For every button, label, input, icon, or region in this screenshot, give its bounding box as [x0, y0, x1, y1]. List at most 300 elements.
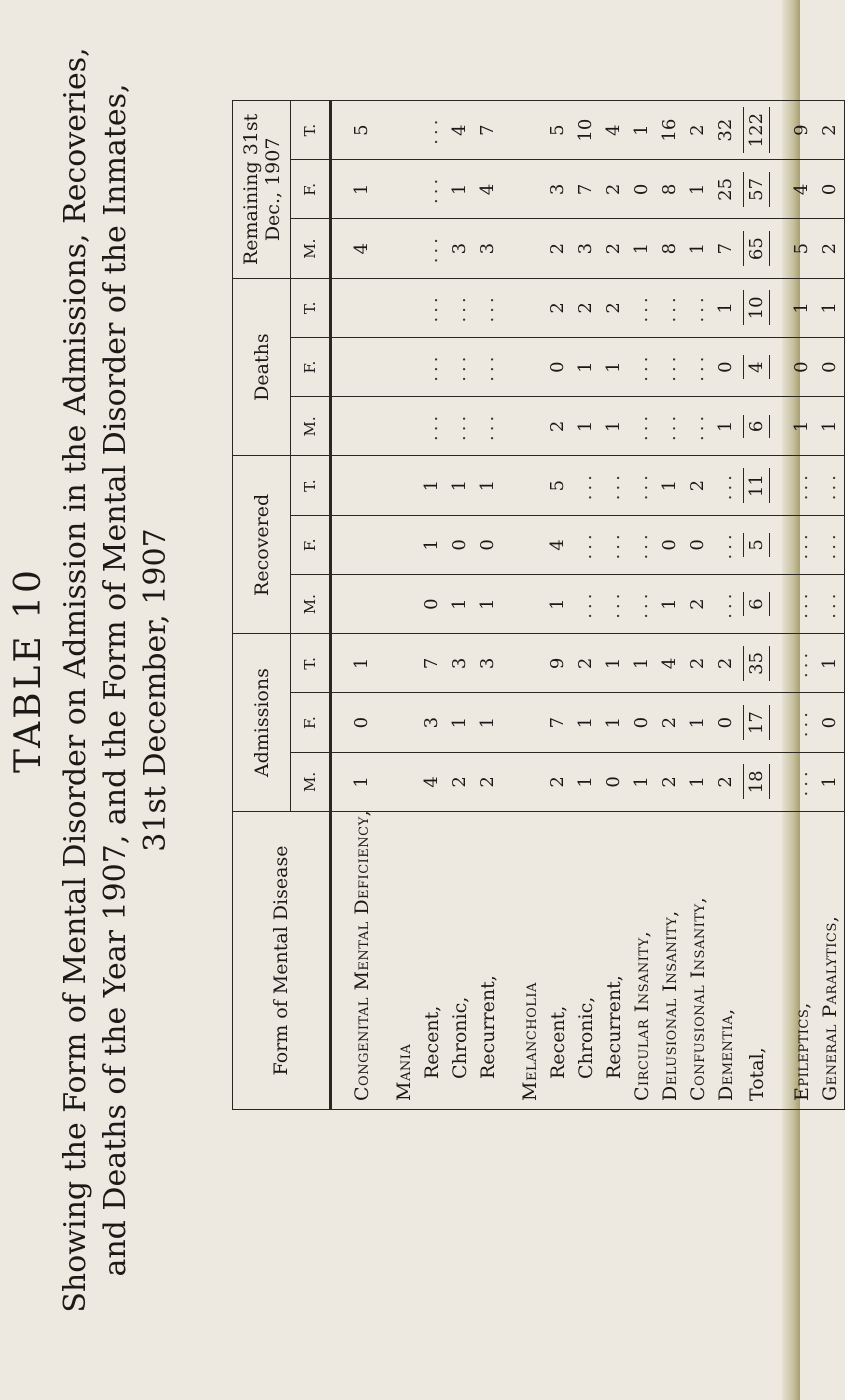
cell-value: 7: [547, 716, 568, 729]
cell-value: 1: [421, 479, 442, 492]
table-cell: [628, 160, 656, 218]
cell-value: 1: [421, 539, 442, 551]
cell-value: ...: [715, 471, 736, 501]
table-cell: [712, 457, 740, 515]
cell-value: ...: [631, 589, 652, 619]
disease-label: Chronic,: [449, 996, 471, 1079]
recovered-f-subheader: F.: [291, 515, 331, 574]
cell-value: 0: [715, 716, 736, 729]
cell-value: 0: [477, 539, 498, 551]
cell-value: 8: [659, 183, 680, 196]
table-cell: [656, 397, 684, 455]
cell-value: 1: [351, 183, 372, 196]
table-cell: [788, 397, 816, 455]
cell-value: 4: [791, 183, 812, 196]
table-cell: [816, 101, 844, 159]
cell-value: ...: [449, 352, 470, 382]
cell-value: 2: [687, 657, 708, 670]
cell-value: ...: [687, 293, 708, 323]
table-cell: [600, 279, 628, 337]
table-cell: [474, 694, 502, 752]
cell-value: 1: [603, 657, 624, 670]
disease-row-label: [628, 812, 656, 1101]
table-cell: [446, 634, 474, 692]
cell-value: 0: [819, 716, 840, 729]
disease-row-label: [684, 812, 712, 1101]
cell-value: 1: [687, 716, 708, 729]
table-cell: [516, 457, 544, 515]
table-cell: [628, 575, 656, 633]
disease-row-label: [656, 812, 684, 1101]
cell-value: 7: [715, 242, 736, 255]
cell-value: ...: [449, 411, 470, 441]
row-spacer: [502, 575, 516, 633]
cell-value: 0: [547, 361, 568, 373]
table-cell: [446, 753, 474, 811]
disease-row-label: [544, 812, 572, 1101]
table-cell: [788, 457, 816, 515]
deaths-header: Deaths: [233, 278, 291, 456]
table-cell: [572, 634, 600, 692]
disease-label: Congenital Mental Deficiency,: [351, 809, 373, 1101]
disease-label: Mania: [393, 1043, 415, 1101]
table-cell: [788, 160, 816, 218]
cell-value: 1: [477, 479, 498, 492]
cell-value: ...: [659, 293, 680, 323]
row-spacer: [376, 457, 390, 515]
cell-value: 2: [687, 598, 708, 610]
table-cell: [390, 575, 418, 633]
cell-value: 1: [819, 302, 840, 314]
disease-label: Recent,: [547, 1005, 569, 1079]
table-cell: [446, 220, 474, 278]
table-cell: [600, 160, 628, 218]
cell-value: 1: [631, 657, 652, 670]
cell-value: 1: [819, 420, 840, 433]
table-cell: [390, 397, 418, 455]
table-cell: [390, 160, 418, 218]
recovered-m-subheader: M.: [291, 575, 331, 634]
table-cell: [516, 160, 544, 218]
row-spacer: [502, 694, 516, 752]
table-cell: [684, 338, 712, 396]
cell-value: 17: [743, 705, 770, 740]
cell-value: 1: [575, 716, 596, 729]
table-cell: [684, 753, 712, 811]
cell-value: 6: [743, 592, 770, 615]
remaining-f-subheader: F.: [291, 160, 331, 219]
table-cell: [516, 220, 544, 278]
table-cell: [788, 338, 816, 396]
disease-label: General Paralytics,: [819, 915, 841, 1101]
row-spacer: [774, 338, 788, 396]
cell-value: 1: [575, 361, 596, 373]
cell-value: 0: [449, 539, 470, 551]
row-spacer: [774, 575, 788, 633]
remaining-f-column: [331, 160, 845, 219]
disease-row-label: [572, 812, 600, 1101]
recovered-t-subheader: T.: [291, 456, 331, 515]
disease-label: Confusional Insanity,: [687, 896, 709, 1101]
deaths-f-column: [331, 338, 845, 397]
cell-value: 4: [477, 183, 498, 196]
cell-value: 2: [547, 420, 568, 433]
cell-value: 57: [743, 172, 770, 207]
cell-value: 3: [449, 242, 470, 255]
table-cell: [446, 101, 474, 159]
cell-value: 2: [659, 776, 680, 788]
admissions-f-subheader: F.: [291, 693, 331, 752]
table-cell: [600, 634, 628, 692]
table-cell: [684, 575, 712, 633]
table-cell: [474, 338, 502, 396]
table-cell: [348, 694, 376, 752]
table-cell: [600, 101, 628, 159]
table-cell: [684, 634, 712, 692]
table-cell: [516, 101, 544, 159]
table-cell: [446, 338, 474, 396]
table-cell: [628, 338, 656, 396]
cell-value: 2: [819, 242, 840, 255]
cell-value: ...: [791, 589, 812, 619]
table-cell: [684, 457, 712, 515]
table-cell: [474, 397, 502, 455]
cell-value: 1: [687, 776, 708, 788]
table-cell: [418, 694, 446, 752]
table-cell: [348, 397, 376, 455]
row-spacer: [774, 753, 788, 811]
cell-value: ...: [631, 411, 652, 441]
table-title: TABLE 10: [8, 567, 49, 773]
table-cell: [712, 279, 740, 337]
table-cell: [418, 516, 446, 574]
cell-value: ...: [421, 115, 442, 145]
cell-value: 1: [547, 598, 568, 610]
table-cell: [474, 634, 502, 692]
recovered-t-column: [331, 456, 845, 515]
cell-value: 3: [449, 657, 470, 670]
disease-row-label: [446, 812, 474, 1101]
disease-row-label: [712, 812, 740, 1101]
disease-row-label: [390, 812, 418, 1101]
cell-value: ...: [603, 589, 624, 619]
table-cell: [788, 101, 816, 159]
table-cell: [712, 575, 740, 633]
table-cell: [600, 220, 628, 278]
table-cell: [544, 694, 572, 752]
table-cell: [656, 694, 684, 752]
table-cell: [600, 397, 628, 455]
row-spacer: [774, 634, 788, 692]
table-cell: [684, 279, 712, 337]
table-cell: [516, 279, 544, 337]
table-cell: [516, 397, 544, 455]
table-cell: [712, 516, 740, 574]
admissions-t-column: [331, 634, 845, 693]
table-cell: [740, 220, 774, 278]
cell-value: ...: [421, 293, 442, 323]
table-cell: [628, 694, 656, 752]
table-cell: [390, 220, 418, 278]
table-cell: [474, 753, 502, 811]
cell-value: ...: [421, 174, 442, 204]
cell-value: 25: [715, 177, 736, 201]
recovered-f-column: [331, 515, 845, 574]
cell-value: ...: [791, 471, 812, 501]
table-cell: [572, 516, 600, 574]
table-cell: [418, 753, 446, 811]
cell-value: 7: [421, 657, 442, 670]
table-cell: [656, 338, 684, 396]
table-cell: [712, 694, 740, 752]
table-cell: [712, 220, 740, 278]
admissions-f-column: [331, 693, 845, 752]
table-cell: [348, 101, 376, 159]
disease-label: Recurrent,: [477, 975, 499, 1079]
table-cell: [474, 457, 502, 515]
deaths-m-column: [331, 397, 845, 456]
table-subtitle-line-3: 31st December, 1907: [138, 528, 173, 852]
table-cell: [628, 457, 656, 515]
cell-value: 1: [715, 302, 736, 314]
table-cell: [740, 634, 774, 692]
table-cell: [788, 753, 816, 811]
deaths-t-column: [331, 278, 845, 337]
cell-value: 1: [659, 598, 680, 610]
table-cell: [816, 634, 844, 692]
cell-value: 0: [659, 539, 680, 551]
cell-value: ...: [477, 411, 498, 441]
table-cell: [816, 397, 844, 455]
table-cell: [740, 279, 774, 337]
remaining-m-subheader: M.: [291, 219, 331, 278]
cell-value: 11: [743, 468, 770, 503]
disease-row-label: [788, 812, 816, 1101]
table-cell: [740, 397, 774, 455]
cell-value: 0: [819, 361, 840, 373]
row-spacer: [376, 575, 390, 633]
cell-value: 1: [631, 242, 652, 255]
disease-names-column: [331, 809, 845, 1110]
cell-value: 4: [351, 242, 372, 255]
cell-value: ...: [631, 471, 652, 501]
deaths-f-subheader: F.: [291, 338, 331, 397]
row-spacer: [502, 160, 516, 218]
table-cell: [516, 753, 544, 811]
cell-value: 1: [819, 776, 840, 788]
row-spacer: [376, 397, 390, 455]
disease-row-label: [348, 809, 376, 1101]
cell-value: 32: [715, 118, 736, 142]
table-cell: [572, 575, 600, 633]
cell-value: ...: [603, 471, 624, 501]
cell-value: 9: [547, 657, 568, 670]
cell-value: 4: [603, 124, 624, 136]
cell-value: 2: [575, 302, 596, 314]
table-cell: [816, 160, 844, 218]
disease-row-label: [816, 812, 844, 1101]
cell-value: 0: [351, 716, 372, 729]
table-cell: [740, 160, 774, 218]
cell-value: 0: [631, 183, 652, 196]
table-cell: [390, 634, 418, 692]
cell-value: 2: [547, 242, 568, 255]
table-cell: [628, 516, 656, 574]
disease-row-label: [474, 812, 502, 1101]
row-spacer: [376, 338, 390, 396]
disease-label: Delusional Insanity,: [659, 910, 681, 1101]
remaining-m-column: [331, 219, 845, 278]
cell-value: 2: [477, 776, 498, 788]
cell-value: 1: [575, 776, 596, 788]
cell-value: 0: [603, 776, 624, 788]
table-cell: [418, 160, 446, 218]
table-cell: [516, 694, 544, 752]
cell-value: 5: [547, 124, 568, 136]
table-cell: [572, 753, 600, 811]
disease-label: Dementia,: [715, 1008, 737, 1101]
cell-value: ...: [477, 293, 498, 323]
cell-value: ...: [819, 589, 840, 619]
admissions-t-subheader: T.: [291, 634, 331, 693]
row-spacer: [376, 101, 390, 159]
row-spacer: [774, 516, 788, 574]
row-spacer: [502, 812, 516, 1101]
row-spacer: [774, 101, 788, 159]
cell-value: ...: [659, 411, 680, 441]
table-cell: [684, 694, 712, 752]
table-cell: [600, 694, 628, 752]
table-cell: [544, 457, 572, 515]
cell-value: 3: [575, 242, 596, 255]
disease-label: Total,: [746, 1047, 768, 1101]
table-cell: [390, 101, 418, 159]
cell-value: ...: [449, 293, 470, 323]
cell-value: 6: [743, 415, 770, 438]
table-cell: [816, 220, 844, 278]
table-cell: [712, 338, 740, 396]
cell-value: 1: [449, 598, 470, 610]
table-cell: [572, 160, 600, 218]
table-cell: [712, 397, 740, 455]
disease-label: Recurrent,: [603, 975, 625, 1079]
cell-value: 0: [791, 361, 812, 373]
table-cell: [516, 338, 544, 396]
table-cell: [788, 634, 816, 692]
table-cell: [788, 575, 816, 633]
cell-value: ...: [791, 708, 812, 738]
table-cell: [684, 516, 712, 574]
table-cell: [418, 220, 446, 278]
cell-value: 1: [631, 124, 652, 136]
table-cell: [628, 634, 656, 692]
form-of-disease-header: Form of Mental Disease: [233, 812, 331, 1110]
cell-value: ...: [715, 530, 736, 560]
table-cell: [446, 160, 474, 218]
disease-row-label: [516, 812, 544, 1101]
deaths-t-subheader: T.: [291, 278, 331, 337]
admissions-header: Admissions: [233, 634, 291, 812]
table-cell: [740, 101, 774, 159]
table-cell: [390, 279, 418, 337]
disease-row-label: [418, 812, 446, 1101]
table-cell: [816, 338, 844, 396]
cell-value: 1: [603, 716, 624, 729]
table-cell: [740, 575, 774, 633]
table-cell: [600, 516, 628, 574]
cell-value: 0: [631, 716, 652, 729]
cell-value: ...: [421, 352, 442, 382]
table-cell: [390, 516, 418, 574]
table-cell: [712, 634, 740, 692]
cell-value: 2: [715, 657, 736, 670]
table-cell: [348, 160, 376, 218]
recovered-header: Recovered: [233, 456, 291, 634]
cell-value: 8: [659, 242, 680, 255]
cell-value: 1: [477, 598, 498, 610]
table-cell: [572, 338, 600, 396]
table-cell: [816, 753, 844, 811]
table-cell: [656, 457, 684, 515]
row-spacer: [774, 220, 788, 278]
table-subtitle-line-2: and Deaths of the Year 1907, and the Form of Mental Disorder of the Inmates,: [98, 83, 133, 1277]
cell-value: ...: [659, 352, 680, 382]
table-cell: [712, 101, 740, 159]
cell-value: 1: [477, 716, 498, 729]
cell-value: 2: [687, 124, 708, 136]
row-spacer: [502, 101, 516, 159]
table-cell: [656, 634, 684, 692]
row-spacer: [502, 634, 516, 692]
row-spacer: [376, 516, 390, 574]
row-spacer: [376, 279, 390, 337]
table-cell: [600, 338, 628, 396]
statistics-table: [232, 100, 845, 1110]
table-cell: [544, 634, 572, 692]
table-cell: [474, 160, 502, 218]
table-subtitle-line-1: Showing the Form of Mental Disorder on Admission in the Admissions, Recoveries,: [58, 47, 93, 1313]
cell-value: 1: [687, 242, 708, 255]
table-cell: [712, 753, 740, 811]
cell-value: ...: [791, 767, 812, 797]
table-cell: [712, 160, 740, 218]
table-cell: [390, 694, 418, 752]
table-cell: [816, 457, 844, 515]
table-cell: [816, 279, 844, 337]
table-cell: [656, 753, 684, 811]
cell-value: ...: [687, 352, 708, 382]
row-spacer: [774, 160, 788, 218]
cell-value: 4: [421, 776, 442, 788]
row-spacer: [502, 338, 516, 396]
row-spacer: [376, 160, 390, 218]
table-cell: [600, 575, 628, 633]
table-cell: [516, 634, 544, 692]
table-cell: [544, 575, 572, 633]
table-cell: [740, 457, 774, 515]
remaining-header: Remaining 31st Dec., 1907: [233, 101, 291, 279]
cell-value: 1: [687, 183, 708, 196]
cell-value: 0: [715, 361, 736, 373]
table-cell: [788, 694, 816, 752]
cell-value: 122: [743, 107, 770, 153]
admissions-m-column: [331, 752, 845, 811]
cell-value: ...: [631, 352, 652, 382]
remaining-t-column: [331, 101, 845, 160]
table-cell: [446, 694, 474, 752]
cell-value: 4: [547, 539, 568, 551]
row-spacer: [502, 397, 516, 455]
